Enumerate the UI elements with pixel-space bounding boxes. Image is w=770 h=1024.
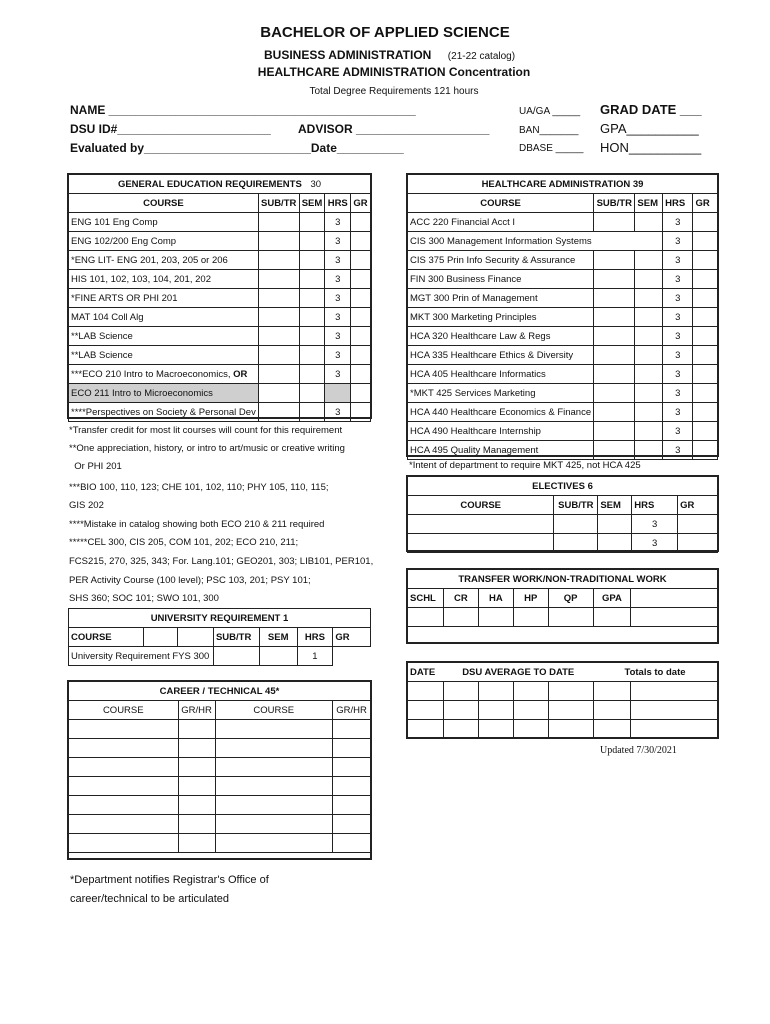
average-cell[interactable] (443, 701, 478, 720)
name-field[interactable]: NAME ______________________________________________ (70, 103, 416, 117)
average-cell[interactable] (631, 701, 718, 720)
electives-title: ELECTIVES 6 (408, 477, 718, 496)
average-cell[interactable] (443, 682, 478, 701)
table-row (408, 441, 718, 460)
average-cell[interactable] (548, 682, 593, 701)
hca-course: HCA 495 Quality Management (408, 441, 594, 460)
hca-subtr-cell[interactable] (594, 365, 635, 384)
dsu-id-field[interactable]: DSU ID#_______________________ (70, 122, 271, 136)
gen-ed-sem-cell[interactable] (299, 270, 325, 289)
gen-ed-subtr-cell[interactable] (258, 384, 299, 403)
hca-sem-cell[interactable] (635, 213, 663, 232)
career-cell[interactable] (178, 834, 215, 853)
elective-sem-cell[interactable] (598, 515, 632, 534)
table-row (69, 365, 371, 384)
hca-course: HCA 335 Healthcare Ethics & Diversity (408, 346, 594, 365)
elective-sem-cell[interactable] (598, 534, 632, 553)
table-row (408, 365, 718, 384)
table-row (408, 251, 718, 270)
average-cell[interactable] (631, 682, 718, 701)
updated-date: Updated 7/30/2021 (600, 745, 677, 756)
table-row (408, 701, 718, 720)
transfer-title: TRANSFER WORK/NON-TRADITIONAL WORK (408, 570, 718, 589)
table-row (408, 608, 718, 627)
table-row (69, 796, 371, 815)
table-row (69, 270, 371, 289)
table-row (408, 422, 718, 441)
hca-gr-cell[interactable] (693, 403, 718, 422)
gen-ed-sem-cell[interactable] (299, 251, 325, 270)
dsu-average-label: DSU AVERAGE TO DATE (443, 663, 593, 682)
table-row (69, 232, 371, 251)
hca-course: MKT 300 Marketing Principles (408, 308, 594, 327)
gen-ed-hrs: 3 (325, 213, 351, 232)
table-row (408, 308, 718, 327)
elective-hrs: 3 (632, 515, 678, 534)
transfer-cell[interactable] (443, 608, 478, 627)
gen-ed-gr-cell[interactable] (350, 251, 370, 270)
gen-ed-sem-cell[interactable] (299, 289, 325, 308)
gen-ed-course: ****Perspectives on Society & Personal Dev (69, 403, 259, 422)
grad-date-field[interactable]: GRAD DATE ___ (600, 102, 702, 117)
gen-ed-sem-cell[interactable] (299, 232, 325, 251)
hca-course: ACC 220 Financial Acct I (408, 213, 594, 232)
gen-ed-course: *FINE ARTS OR PHI 201 (69, 289, 259, 308)
career-cell[interactable] (69, 720, 179, 739)
table-row (69, 834, 371, 853)
university-gr-cell[interactable] (333, 647, 371, 666)
average-date-label: DATE (408, 663, 444, 682)
gen-ed-note: FCS215, 270, 325, 343; For. Lang.101; GEO201, 303; LIB101, PER101, (69, 556, 374, 567)
total-requirements: Total Degree Requirements 121 hours (309, 86, 479, 97)
hca-note: *Intent of department to require MKT 425, not HCA 425 (409, 460, 641, 471)
table-row (408, 403, 718, 422)
gen-ed-gr-cell[interactable] (350, 327, 370, 346)
gen-ed-course: **LAB Science (69, 346, 259, 365)
hca-sem-cell[interactable] (635, 289, 663, 308)
table-row (69, 327, 371, 346)
hca-hrs: 3 (663, 365, 693, 384)
hca-hrs: 3 (663, 327, 693, 346)
hca-course: CIS 300 Management Information Systems (408, 232, 663, 251)
table-row (408, 720, 718, 739)
gen-ed-sem-cell[interactable] (299, 213, 325, 232)
table-row (69, 403, 371, 422)
advisor-field[interactable]: ADVISOR ____________________ (298, 122, 490, 136)
hca-subtr-cell[interactable] (594, 289, 635, 308)
hca-hrs: 3 (663, 213, 693, 232)
gen-ed-gr-cell[interactable] (350, 270, 370, 289)
gen-ed-hrs: 3 (325, 365, 351, 384)
gen-ed-subtr-cell[interactable] (258, 289, 299, 308)
gen-ed-course: *ENG LIT- ENG 201, 203, 205 or 206 (69, 251, 259, 270)
hca-gr-cell[interactable] (693, 365, 718, 384)
gen-ed-subtr-cell[interactable] (258, 327, 299, 346)
career-cell[interactable] (215, 758, 332, 777)
university-hrs: 1 (297, 647, 333, 666)
hca-gr-cell[interactable] (693, 232, 718, 251)
dbase-field[interactable]: DBASE _____ (519, 143, 584, 154)
gen-ed-gr-cell[interactable] (350, 232, 370, 251)
catalog-year: (21-22 catalog) (447, 51, 516, 62)
career-cell[interactable] (178, 796, 215, 815)
hca-sem-cell[interactable] (635, 327, 663, 346)
career-cell[interactable] (333, 739, 371, 758)
career-cell[interactable] (178, 720, 215, 739)
hca-course: *MKT 425 Services Marketing (408, 384, 594, 403)
average-cell[interactable] (408, 682, 444, 701)
university-sem-cell[interactable] (259, 647, 297, 666)
gen-ed-sem-cell[interactable] (299, 327, 325, 346)
table-row (408, 346, 718, 365)
hca-hrs: 3 (663, 441, 693, 460)
gen-ed-hrs: 3 (325, 232, 351, 251)
evaluated-by-field[interactable]: Evaluated by_________________________Date__________ (70, 141, 404, 155)
career-cell[interactable] (69, 777, 179, 796)
elective-course-cell[interactable] (408, 534, 554, 553)
gen-ed-sem-cell[interactable] (299, 346, 325, 365)
career-cell[interactable] (215, 720, 332, 739)
career-cell[interactable] (333, 796, 371, 815)
hca-hrs: 3 (663, 289, 693, 308)
university-header-row: COURSE SUB/TR SEM HRS GR (69, 628, 371, 647)
average-cell[interactable] (593, 682, 631, 701)
gen-ed-header-row: COURSE SUB/TR SEM HRS GR (69, 194, 371, 213)
average-cell[interactable] (631, 720, 718, 739)
gen-ed-note: **One appreciation, history, or intro to art/music or creative writing (69, 443, 345, 454)
hca-course: HCA 405 Healthcare Informatics (408, 365, 594, 384)
totals-label: Totals to date (593, 663, 717, 682)
table-row (408, 534, 718, 553)
table-row (69, 815, 371, 834)
table-row (69, 213, 371, 232)
career-cell[interactable] (178, 777, 215, 796)
career-note-1: *Department notifies Registrar's Office of (70, 874, 269, 886)
transfer-cell[interactable] (513, 608, 548, 627)
electives-header-row: COURSE SUB/TR SEM HRS GR (408, 496, 718, 515)
gen-ed-gr-cell[interactable] (350, 346, 370, 365)
university-course: University Requirement FYS 300 (69, 647, 214, 666)
hca-sem-cell[interactable] (635, 251, 663, 270)
gen-ed-hrs (325, 384, 351, 403)
gen-ed-note: *****CEL 300, CIS 205, COM 101, 202; ECO 210, 211; (69, 537, 299, 548)
hca-sem-cell[interactable] (635, 441, 663, 460)
average-cell[interactable] (593, 720, 631, 739)
transfer-cell[interactable] (408, 608, 444, 627)
university-subtr-cell[interactable] (213, 647, 259, 666)
average-table (407, 662, 718, 739)
hca-subtr-cell[interactable] (594, 213, 635, 232)
hca-subtr-cell[interactable] (594, 403, 635, 422)
hca-gr-cell[interactable] (693, 327, 718, 346)
elective-subtr-cell[interactable] (554, 534, 598, 553)
gen-ed-subtr-cell[interactable] (258, 270, 299, 289)
hca-sem-cell[interactable] (635, 270, 663, 289)
hca-subtr-cell[interactable] (594, 270, 635, 289)
hca-gr-cell[interactable] (693, 308, 718, 327)
gen-ed-hrs: 3 (325, 403, 351, 422)
gen-ed-course: MAT 104 Coll Alg (69, 308, 259, 327)
hca-hrs: 3 (663, 232, 693, 251)
average-cell[interactable] (548, 720, 593, 739)
table-row (408, 327, 718, 346)
hca-sem-cell[interactable] (635, 384, 663, 403)
gen-ed-sem-cell[interactable] (299, 384, 325, 403)
hca-gr-cell[interactable] (693, 251, 718, 270)
hca-gr-cell[interactable] (693, 289, 718, 308)
uaga-field[interactable]: UA/GA _____ (519, 106, 581, 117)
transfer-table (407, 569, 718, 627)
hca-subtr-cell[interactable] (594, 327, 635, 346)
table-row (69, 720, 371, 739)
hca-course: HCA 320 Healthcare Law & Regs (408, 327, 594, 346)
table-row (69, 289, 371, 308)
hca-gr-cell[interactable] (693, 441, 718, 460)
table-row (408, 289, 718, 308)
career-cell[interactable] (69, 758, 179, 777)
hca-gr-cell[interactable] (693, 213, 718, 232)
hca-sem-cell[interactable] (635, 422, 663, 441)
hca-subtr-cell[interactable] (594, 384, 635, 403)
gen-ed-gr-cell[interactable] (350, 308, 370, 327)
average-cell[interactable] (513, 682, 548, 701)
gen-ed-subtr-cell[interactable] (258, 232, 299, 251)
transfer-cell[interactable] (631, 608, 718, 627)
table-row (69, 384, 371, 403)
gen-ed-course: ENG 101 Eng Comp (69, 213, 259, 232)
page-title: BACHELOR OF APPLIED SCIENCE (260, 24, 510, 41)
hca-gr-cell[interactable] (693, 346, 718, 365)
hca-subtr-cell[interactable] (594, 346, 635, 365)
career-cell[interactable] (215, 796, 332, 815)
hca-sem-cell[interactable] (635, 403, 663, 422)
hca-gr-cell[interactable] (693, 270, 718, 289)
career-cell[interactable] (178, 815, 215, 834)
hca-subtr-cell[interactable] (594, 251, 635, 270)
gen-ed-subtr-cell[interactable] (258, 251, 299, 270)
gen-ed-gr-cell[interactable] (350, 289, 370, 308)
gen-ed-note: GIS 202 (69, 500, 104, 511)
table-row (408, 232, 718, 251)
gen-ed-hrs: 3 (325, 289, 351, 308)
gen-ed-hrs: 3 (325, 327, 351, 346)
average-cell[interactable] (443, 720, 478, 739)
average-cell[interactable] (408, 720, 444, 739)
gen-ed-course: ***ECO 210 Intro to Macroeconomics, OR (69, 365, 259, 384)
career-cell[interactable] (69, 796, 179, 815)
average-cell[interactable] (513, 720, 548, 739)
gen-ed-table (68, 174, 371, 422)
hca-hrs: 3 (663, 403, 693, 422)
average-cell[interactable] (478, 682, 513, 701)
average-cell[interactable] (513, 701, 548, 720)
career-cell[interactable] (333, 815, 371, 834)
gen-ed-note: PER Activity Course (100 level); PSC 103, 201; PSY 101; (69, 575, 311, 586)
career-cell[interactable] (178, 739, 215, 758)
gen-ed-note: SHS 360; SOC 101; SWO 101, 300 (69, 593, 219, 604)
gen-ed-subtr-cell[interactable] (258, 213, 299, 232)
career-cell[interactable] (215, 739, 332, 758)
hca-hrs: 3 (663, 422, 693, 441)
average-cell[interactable] (478, 720, 513, 739)
hca-hrs: 3 (663, 270, 693, 289)
table-row (408, 515, 718, 534)
table-row (408, 682, 718, 701)
hca-hrs: 3 (663, 346, 693, 365)
hca-sem-cell[interactable] (635, 308, 663, 327)
hca-course: CIS 375 Prin Info Security & Assurance (408, 251, 594, 270)
gen-ed-gr-cell[interactable] (350, 365, 370, 384)
transfer-cell[interactable] (478, 608, 513, 627)
hca-hrs: 3 (663, 308, 693, 327)
gen-ed-subtr-cell[interactable] (258, 346, 299, 365)
gen-ed-gr-cell[interactable] (350, 403, 370, 422)
table-row (69, 346, 371, 365)
elective-gr-cell[interactable] (678, 515, 718, 534)
career-cell[interactable] (333, 720, 371, 739)
hca-table (407, 174, 718, 460)
average-cell[interactable] (478, 701, 513, 720)
career-cell[interactable] (333, 758, 371, 777)
hca-course: FIN 300 Business Finance (408, 270, 594, 289)
hca-course: HCA 490 Healthcare Internship (408, 422, 594, 441)
hca-sem-cell[interactable] (635, 346, 663, 365)
career-cell[interactable] (69, 739, 179, 758)
program-name: BUSINESS ADMINISTRATION (21-22 catalog) (264, 48, 516, 62)
gen-ed-note: *Transfer credit for most lit courses will count for this requirement (69, 425, 343, 436)
gen-ed-note: ***BIO 100, 110, 123; CHE 101, 102, 110; PHY 105, 110, 115; (69, 482, 329, 493)
gen-ed-note: ****Mistake in catalog showing both ECO 210 & 211 required (69, 519, 325, 530)
gpa-field[interactable]: GPA__________ (600, 121, 699, 136)
hca-course: HCA 440 Healthcare Economics & Finance (408, 403, 594, 422)
hca-subtr-cell[interactable] (594, 441, 635, 460)
elective-course-cell[interactable] (408, 515, 554, 534)
hca-hrs: 3 (663, 384, 693, 403)
hca-course: MGT 300 Prin of Management (408, 289, 594, 308)
hca-header-row: COURSE SUB/TR SEM HRS GR (408, 194, 718, 213)
elective-gr-cell[interactable] (678, 534, 718, 553)
hca-gr-cell[interactable] (693, 384, 718, 403)
gen-ed-subtr-cell[interactable] (258, 308, 299, 327)
gen-ed-hrs: 3 (325, 251, 351, 270)
gen-ed-subtr-cell[interactable] (258, 365, 299, 384)
hca-sem-cell[interactable] (635, 365, 663, 384)
career-table (68, 681, 371, 853)
average-cell[interactable] (408, 701, 444, 720)
career-cell[interactable] (178, 758, 215, 777)
career-cell[interactable] (69, 815, 179, 834)
gen-ed-note: Or PHI 201 (69, 461, 122, 472)
hca-hrs: 3 (663, 251, 693, 270)
gen-ed-hrs: 3 (325, 270, 351, 289)
gen-ed-gr-cell[interactable] (350, 213, 370, 232)
table-row (408, 213, 718, 232)
gen-ed-sem-cell[interactable] (299, 308, 325, 327)
gen-ed-course: ENG 102/200 Eng Comp (69, 232, 259, 251)
gen-ed-course: ECO 211 Intro to Microeconomics (69, 384, 259, 403)
average-header-row (408, 663, 718, 682)
career-cell[interactable] (215, 777, 332, 796)
university-title: UNIVERSITY REQUIREMENT 1 (69, 609, 371, 628)
electives-table (407, 476, 718, 553)
transfer-header-row: SCHL CR HA HP QP GPA (408, 589, 718, 608)
transfer-cell[interactable] (593, 608, 631, 627)
university-table (68, 608, 371, 666)
hca-title: HEALTHCARE ADMINISTRATION 39 (408, 175, 718, 194)
gen-ed-sem-cell[interactable] (299, 365, 325, 384)
table-row (69, 251, 371, 270)
hca-gr-cell[interactable] (693, 422, 718, 441)
average-cell[interactable] (548, 701, 593, 720)
career-cell[interactable] (69, 834, 179, 853)
elective-hrs: 3 (632, 534, 678, 553)
table-row (408, 270, 718, 289)
hca-subtr-cell[interactable] (594, 308, 635, 327)
career-cell[interactable] (333, 777, 371, 796)
gen-ed-subtr-cell[interactable] (258, 403, 299, 422)
gen-ed-sem-cell[interactable] (299, 403, 325, 422)
table-row (408, 384, 718, 403)
gen-ed-course: HIS 101, 102, 103, 104, 201, 202 (69, 270, 259, 289)
ban-field[interactable]: BAN_______ (519, 125, 579, 136)
table-row (69, 739, 371, 758)
table-row (69, 308, 371, 327)
average-cell[interactable] (593, 701, 631, 720)
elective-subtr-cell[interactable] (554, 515, 598, 534)
career-title: CAREER / TECHNICAL 45* (69, 682, 371, 701)
career-header-row: COURSE GR/HR COURSE GR/HR (69, 701, 371, 720)
gen-ed-hrs: 3 (325, 346, 351, 365)
hon-field[interactable]: HON__________ (600, 140, 702, 155)
career-note-2: career/technical to be articulated (70, 893, 229, 905)
gen-ed-hrs: 3 (325, 308, 351, 327)
concentration-title: HEALTHCARE ADMINISTRATION Concentration (257, 65, 531, 79)
career-cell[interactable] (215, 815, 332, 834)
hca-subtr-cell[interactable] (594, 422, 635, 441)
gen-ed-course: **LAB Science (69, 327, 259, 346)
table-row (69, 647, 371, 666)
table-row (69, 777, 371, 796)
gen-ed-gr-cell[interactable] (350, 384, 370, 403)
career-cell[interactable] (333, 834, 371, 853)
gen-ed-title: GENERAL EDUCATION REQUIREMENTS 30 (69, 175, 371, 194)
transfer-cell[interactable] (548, 608, 593, 627)
career-cell[interactable] (215, 834, 332, 853)
table-row (69, 758, 371, 777)
